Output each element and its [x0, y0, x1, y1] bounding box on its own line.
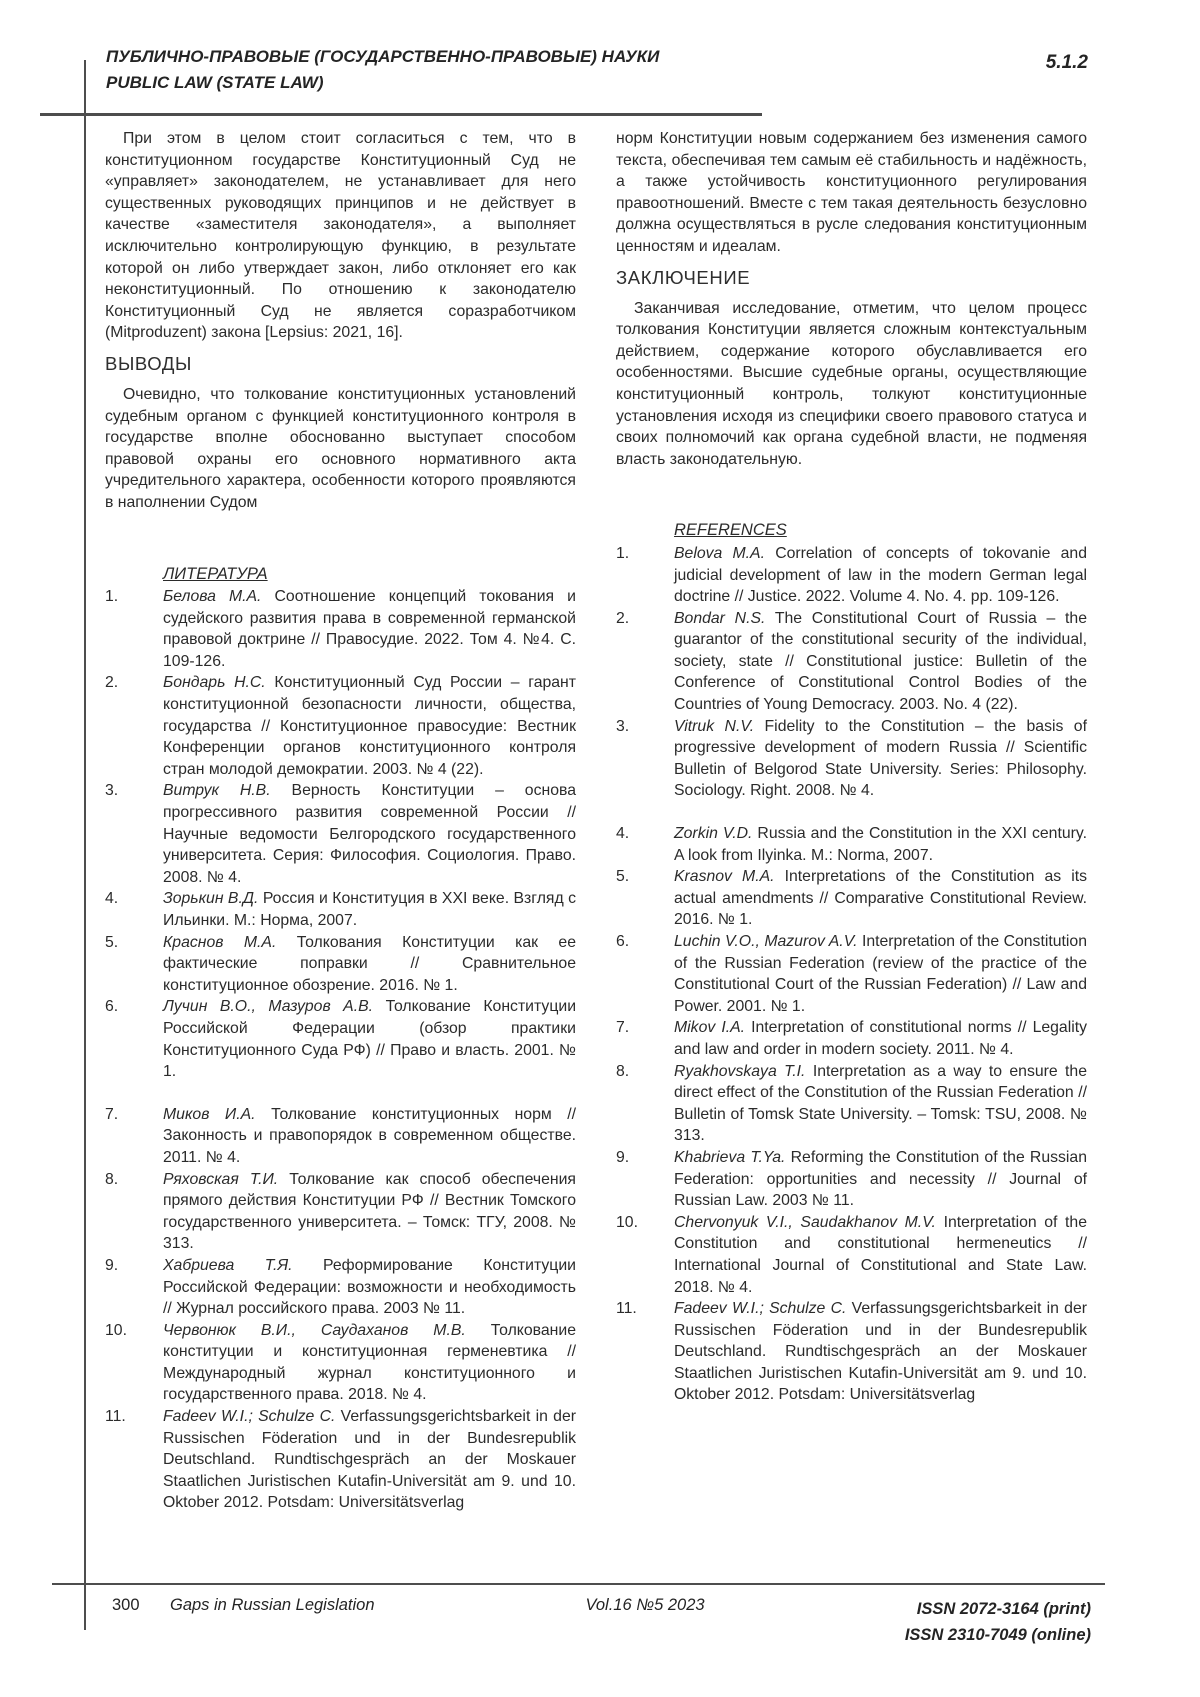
reference-item	[616, 1212, 1087, 1298]
reference-text	[674, 543, 1087, 608]
reference-text	[674, 1212, 1087, 1298]
reference-text	[674, 716, 1087, 802]
reference-number: 2.	[616, 609, 630, 627]
reference-number: 7.	[616, 1019, 630, 1037]
reference-text	[163, 1255, 576, 1320]
reference-number: 1.	[616, 544, 630, 562]
reference-citation: Толкование Конституции Российской Федерации (обзор практики Конституционного Суда РФ) // Право и власть. 2001. № 1.	[163, 998, 577, 1081]
reference-citation: Verfassungsgerichtsbarkeit in der Russischen Föderation und in der Bundesrepublik Deutschland. Rundtischgespräch an der Moskauer Staatlichen Juristischen Kutafin-Universität am 9. und 10. Oktober 2012. Potsdam: Universitätsverlag	[674, 1300, 1088, 1404]
reference-item	[105, 1169, 576, 1255]
right-paragraph-1: норм Конституции новым содержанием без изменения самого текста, обеспечивая тем самым её стабильность и надёжность, а также устойчивость конституционного регулирования правоотношений. Вместе с тем такая деятельность безусловно должна осуществляться в русле следования конституционным ценностям и идеалам.	[616, 130, 1087, 255]
reference-number: 3.	[105, 782, 119, 800]
reference-citation: Reforming the Constitution of the Russian Federation: opportunities and necessity // Journal of Russian Law. 2003 № 11.	[674, 1148, 1087, 1210]
reference-item	[616, 1061, 1087, 1147]
reference-item	[616, 1147, 1087, 1212]
reference-citation: Россия и Конституция в XXI веке. Взгляд с Ильинки. М.: Норма, 2007.	[163, 890, 577, 929]
literature-list	[105, 586, 576, 1514]
reference-citation: Толкование как способ обеспечения прямого действия Конституции РФ // Вестник Томского государственного университета. – Томск: ТГУ, 2008. № 313.	[163, 1170, 576, 1253]
footer-divider-rule	[52, 1583, 1105, 1585]
reference-item	[616, 1017, 1087, 1060]
reference-author: Хабриева Т.Я.	[163, 1256, 293, 1274]
reference-author: Бондарь Н.С.	[163, 674, 266, 692]
reference-citation: Реформирование Конституции Российской Федерации: возможности и необходимость // Журнал российского права. 2003 № 11.	[163, 1256, 576, 1318]
reference-text	[674, 1298, 1087, 1406]
reference-author: Khabrieva T.Ya.	[674, 1148, 786, 1166]
reference-item	[616, 608, 1087, 716]
reference-text	[674, 608, 1087, 716]
reference-citation: Толкование конституции и конституционная герменевтика // Международный журнал конституционного и государственного права. 2018. № 4.	[163, 1321, 577, 1404]
reference-author: Bondar N.S.	[674, 609, 766, 627]
reference-number: 6.	[616, 933, 630, 950]
reference-citation: Correlation of concepts of tokovanie and judicial development of law in the modern German legal doctrine // Justice. 2022. Volume 4. No. 4. pp. 109-126.	[674, 544, 1088, 606]
reference-number: 11.	[616, 1300, 637, 1318]
issn-block	[905, 1596, 1091, 1648]
reference-number: 9.	[105, 1256, 119, 1274]
reference-citation: Interpretation of the Constitution of the Russian Federation (review of the practice of the Constitutional Court of the Russian Federation) // Law and Power. 2001. № 1.	[674, 933, 1087, 1015]
reference-citation: Interpretation as a way to ensure the direct effect of the Constitution of the Russian Federation // Bulletin of Tomsk State University. – Tomsk: TSU, 2008. № 313.	[674, 1062, 1088, 1145]
reference-item	[105, 1255, 576, 1320]
reference-number: 1.	[105, 588, 119, 606]
left-margin-rule	[84, 60, 86, 1630]
reference-text	[163, 586, 576, 672]
reference-item	[105, 1320, 576, 1406]
reference-number: 5.	[105, 933, 119, 951]
page-number: 300	[112, 1596, 140, 1614]
specialty-code: 5.1.2	[1045, 52, 1088, 73]
reference-item	[105, 1104, 576, 1169]
reference-citation: Interpretation of the Constitution and constitutional hermeneutics // International Journal of Constitutional and State Law. 2018. № 4.	[674, 1213, 1087, 1296]
reference-number: 10.	[105, 1321, 127, 1339]
reference-item	[105, 672, 576, 780]
reference-author: Ryakhovskaya T.I.	[674, 1062, 806, 1080]
rubric-line-en: PUBLIC LAW (STATE LAW)	[106, 73, 324, 92]
reference-item	[616, 716, 1087, 802]
header-divider-rule	[40, 113, 762, 116]
reference-citation: The Constitutional Court of Russia – the guarantor of the constitutional security of the individual, society, state // Constitutional justice: Bulletin of the Conference of Constitutional Control Bodies of the Countries of Young Democracy. 2003. No. 4 (22).	[674, 609, 1087, 714]
reference-citation: Interpretation of constitutional norms // Legality and law and order in modern society. 2011. № 4.	[674, 1019, 1088, 1058]
references-heading: REFERENCES	[674, 521, 787, 540]
reference-author: Belova M.A.	[674, 544, 765, 562]
reference-author: Luchin V.O., Mazurov A.V.	[674, 933, 858, 950]
left-column	[105, 128, 576, 1514]
reference-citation: Fidelity to the Constitution – the basis of progressive development of modern Russia // Scientific Bulletin of Belgorod State University. Series: Philosophy. Sociology. Right. 2008. № 4.	[674, 717, 1087, 800]
two-column-body	[105, 128, 1087, 1514]
reference-item	[105, 996, 576, 1082]
right-paragraph-2: Заканчивая исследование, отметим, что целом процесс толкования Конституции является сложным контекстуальным действием, содержание которого обуславливается его особенностями. Высшие судебные органы, осуществляющие конституционный контроль, толкуют конституционные установления исходя из специфики своего правового статуса и своих полномочий как органа судебной власти, не подменяя власть законодательную.	[616, 299, 1087, 468]
reference-text	[674, 1147, 1087, 1212]
reference-text	[163, 1406, 576, 1514]
reference-author: Chervonyuk V.I., Saudakhanov M.V.	[674, 1213, 936, 1231]
reference-author: Vitruk N.V.	[674, 717, 755, 735]
reference-citation: Верность Конституции – основа прогрессивного развития современной России // Научные ведомости Белгородского государственного университета. Серия: Философия. Социология. Право. 2008. № 4.	[163, 782, 576, 886]
issn-print: ISSN 2072-3164 (print)	[916, 1600, 1091, 1618]
reference-text	[163, 932, 576, 997]
reference-author: Fadeev W.I.; Schulze C.	[163, 1408, 336, 1426]
reference-item	[616, 823, 1087, 866]
reference-text	[674, 1017, 1087, 1060]
reference-text	[674, 866, 1087, 931]
reference-number: 7.	[105, 1105, 119, 1123]
reference-author: Краснов М.А.	[163, 933, 277, 951]
reference-item	[616, 543, 1087, 608]
reference-number: 11.	[105, 1408, 126, 1426]
left-paragraph-2: Очевидно, что толкование конституционных установлений судебным органом с функцией конституционного контроля в государстве вполне обоснованно выступает способом правовой охраны его основного нормативного акта учредительного характера, особенности которого проявляются в наполнении Судом	[105, 385, 576, 511]
reference-text	[674, 823, 1087, 866]
reference-number: 8.	[616, 1062, 630, 1080]
volume-issue-year: Vol.16 №5 2023	[585, 1596, 705, 1614]
rubric-line-ru: ПУБЛИЧНО-ПРАВОВЫЕ (ГОСУДАРСТВЕННО-ПРАВОВЫЕ) НАУКИ	[106, 47, 660, 66]
reference-text	[674, 931, 1087, 1017]
conclusions-heading-ru: ВЫВОДЫ	[105, 352, 192, 374]
reference-number: 5.	[616, 868, 630, 886]
reference-number: 6.	[105, 998, 119, 1016]
reference-author: Zorkin V.D.	[674, 825, 753, 843]
section-rubric	[106, 44, 659, 96]
reference-number: 2.	[105, 674, 119, 692]
issn-online: ISSN 2310-7049 (online)	[904, 1626, 1091, 1644]
reference-number: 10.	[616, 1213, 638, 1231]
reference-text	[674, 1061, 1087, 1147]
reference-text	[163, 1169, 576, 1255]
reference-citation: Конституционный Суд России – гарант конституционной безопасности личности, общества, государства // Конституционное правосудие: Вестник Конференции органов конституционного контроля стран молодой демократии. 2003. № 4 (22).	[163, 674, 577, 778]
left-paragraph-1: При этом в целом стоит согласиться с тем, что в конституционном государстве Конституционный Суд не «управляет» законодателем, не устанавливает для него существенных руководящих принципов и не действует в качестве «заместителя законодателя», а выполняет исключительно контролирующую функцию, в результате которой он либо утверждает закон, либо отклоняет его как неконституционный. По отношению к законодателю Конституционный Суд не является соразработчиком (Mitproduzent) закона [Lepsius: 2021, 16].	[105, 130, 576, 342]
journal-title: Gaps in Russian Legislation	[170, 1596, 375, 1614]
reference-author: Ряховская Т.И.	[163, 1170, 279, 1188]
reference-citation: Соотношение концепций токования и судейского развития права в современной германской правовой доктрине // Правосудие. 2022. Том 4. №4. С. 109-126.	[163, 588, 576, 670]
reference-text	[163, 888, 576, 931]
reference-author: Mikov I.A.	[674, 1019, 746, 1037]
reference-citation: Толкования Конституции как ее фактические поправки // Сравнительное конституционное обозрение. 2016. № 1.	[163, 933, 576, 994]
references-list	[616, 543, 1087, 1406]
reference-number: 4.	[616, 825, 630, 843]
reference-number: 3.	[616, 717, 630, 735]
reference-author: Krasnov M.A.	[674, 868, 775, 886]
reference-citation: Interpretations of the Constitution as its actual amendments // Comparative Constitutional Review. 2016. № 1.	[674, 868, 1088, 929]
conclusion-heading: ЗАКЛЮЧЕНИЕ	[616, 266, 751, 288]
reference-text	[163, 780, 576, 888]
reference-author: Червонюк В.И., Саудаханов М.В.	[163, 1321, 466, 1339]
reference-citation: Verfassungsgerichtsbarkeit in der Russischen Föderation und in der Bundesrepublik Deutschland. Rundtischgespräch an der Moskauer Staatlichen Juristischen Kutafin-Universität am 9. und 10. Oktober 2012. Potsdam: Universitätsverlag	[163, 1408, 577, 1512]
reference-author: Белова М.А.	[163, 588, 262, 606]
reference-text	[163, 672, 576, 780]
reference-item	[616, 931, 1087, 1017]
reference-item	[105, 932, 576, 997]
reference-text	[163, 996, 576, 1082]
reference-item	[105, 1406, 576, 1514]
reference-author: Fadeev W.I.; Schulze C.	[674, 1300, 847, 1318]
right-column	[616, 128, 1087, 1514]
reference-item	[105, 586, 576, 672]
reference-author: Лучин В.О., Мазуров А.В.	[163, 998, 374, 1016]
reference-item	[105, 780, 576, 888]
reference-author: Зорькин В.Д.	[163, 890, 259, 908]
reference-number: 9.	[616, 1148, 630, 1166]
reference-item	[616, 1298, 1087, 1406]
reference-item	[105, 888, 576, 931]
reference-citation: Russia and the Constitution in the XXI century. A look from Ilyinka. M.: Norma, 2007.	[674, 825, 1088, 864]
reference-author: Миков И.А.	[163, 1105, 256, 1123]
reference-text	[163, 1104, 576, 1169]
reference-item	[616, 866, 1087, 931]
reference-text	[163, 1320, 576, 1406]
literature-heading: ЛИТЕРАТУРА	[163, 564, 268, 583]
reference-number: 8.	[105, 1170, 119, 1188]
reference-citation: Толкование конституционных норм // Законность и правопорядок в современном обществе. 2011. № 4.	[163, 1105, 577, 1166]
reference-author: Витрук Н.В.	[163, 782, 271, 800]
reference-number: 4.	[105, 890, 119, 908]
